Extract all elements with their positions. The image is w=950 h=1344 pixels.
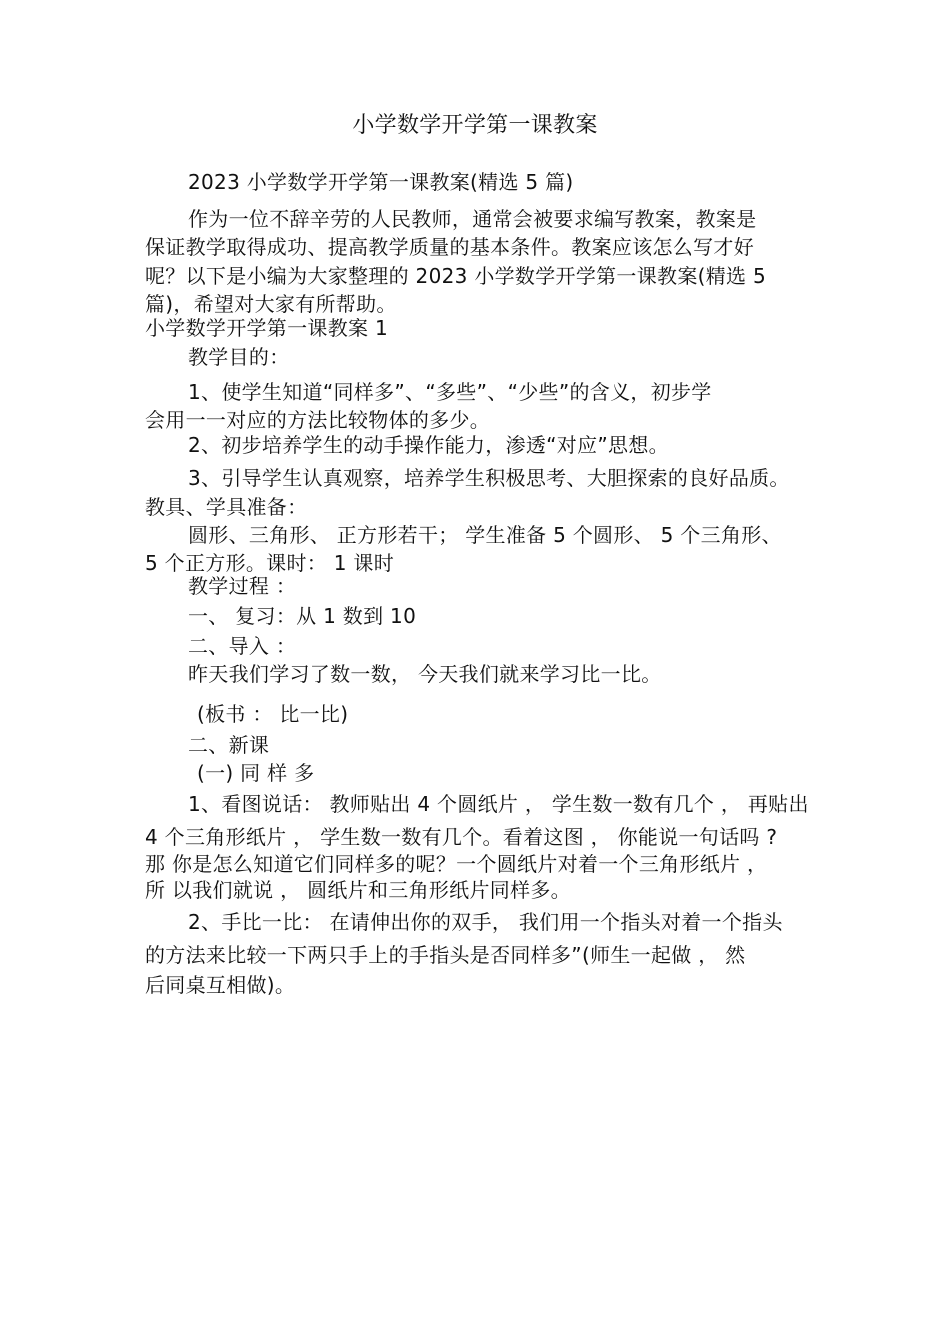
process-line: 二、新课 bbox=[188, 733, 270, 757]
process-line: 一、 复习：从 1 数到 10 bbox=[188, 604, 417, 628]
activity-line: 那 你是怎么知道它们同样多的呢？一个圆纸片对着一个三角形纸片 ， bbox=[145, 852, 768, 876]
tools-line: 圆形、三角形、 正方形若干； 学生准备 5 个圆形、 5 个三角形、 bbox=[188, 523, 782, 547]
subtitle: 2023 小学数学开学第一课教案(精选 5 篇) bbox=[188, 170, 574, 194]
goal-line: 2、初步培养学生的动手操作能力，渗透“对应”思想。 bbox=[188, 433, 669, 457]
page-title: 小学数学开学第一课教案 bbox=[352, 113, 598, 138]
tools-line: 5 个正方形。课时： 1 课时 bbox=[145, 551, 395, 575]
activity-line: 所 以我们就说 ， 圆纸片和三角形纸片同样多。 bbox=[145, 878, 571, 902]
section-heading: 小学数学开学第一课教案 1 bbox=[145, 316, 388, 340]
process-line: (一) 同 样 多 bbox=[197, 761, 315, 785]
intro-line: 呢？以下是小编为大家整理的 2023 小学数学开学第一课教案(精选 5 bbox=[145, 264, 766, 288]
goal-line: 会用一一对应的方法比较物体的多少。 bbox=[145, 408, 491, 432]
intro-line: 保证教学取得成功、提高教学质量的基本条件。教案应该怎么写才好 bbox=[145, 235, 754, 259]
process-heading: 教学过程 ： bbox=[188, 574, 297, 598]
intro-line: 篇)，希望对大家有所帮助。 bbox=[145, 292, 397, 316]
process-line: 二、导入 ： bbox=[188, 634, 297, 658]
goal-line: 1、使学生知道“同样多”、“多些”、“少些”的含义，初步学 bbox=[188, 380, 712, 404]
activity-line: 4 个三角形纸片 ， 学生数一数有几个。看着这图 ， 你能说一句话吗 ? bbox=[145, 825, 778, 849]
process-line: (板书 ： 比一比) bbox=[197, 702, 349, 726]
process-line: 昨天我们学习了数一数， 今天我们就来学习比一比。 bbox=[188, 662, 662, 686]
activity-line: 的方法来比较一下两只手上的手指头是否同样多”(师生一起做 ， 然 bbox=[145, 943, 746, 967]
activity-line: 2、手比一比： 在请伸出你的双手， 我们用一个指头对着一个指头 bbox=[188, 910, 783, 934]
activity-line: 后同桌互相做)。 bbox=[145, 973, 296, 997]
activity-line: 1、看图说话： 教师贴出 4 个圆纸片 ， 学生数一数有几个 ， 再贴出 bbox=[188, 792, 809, 816]
tools-heading: 教具、学具准备： bbox=[145, 495, 308, 519]
goal-line: 3、引导学生认真观察，培养学生积极思考、大胆探索的良好品质。 bbox=[188, 466, 790, 490]
goals-heading: 教学目的： bbox=[188, 345, 290, 369]
intro-line: 作为一位不辞辛劳的人民教师，通常会被要求编写教案，教案是 bbox=[188, 207, 757, 231]
